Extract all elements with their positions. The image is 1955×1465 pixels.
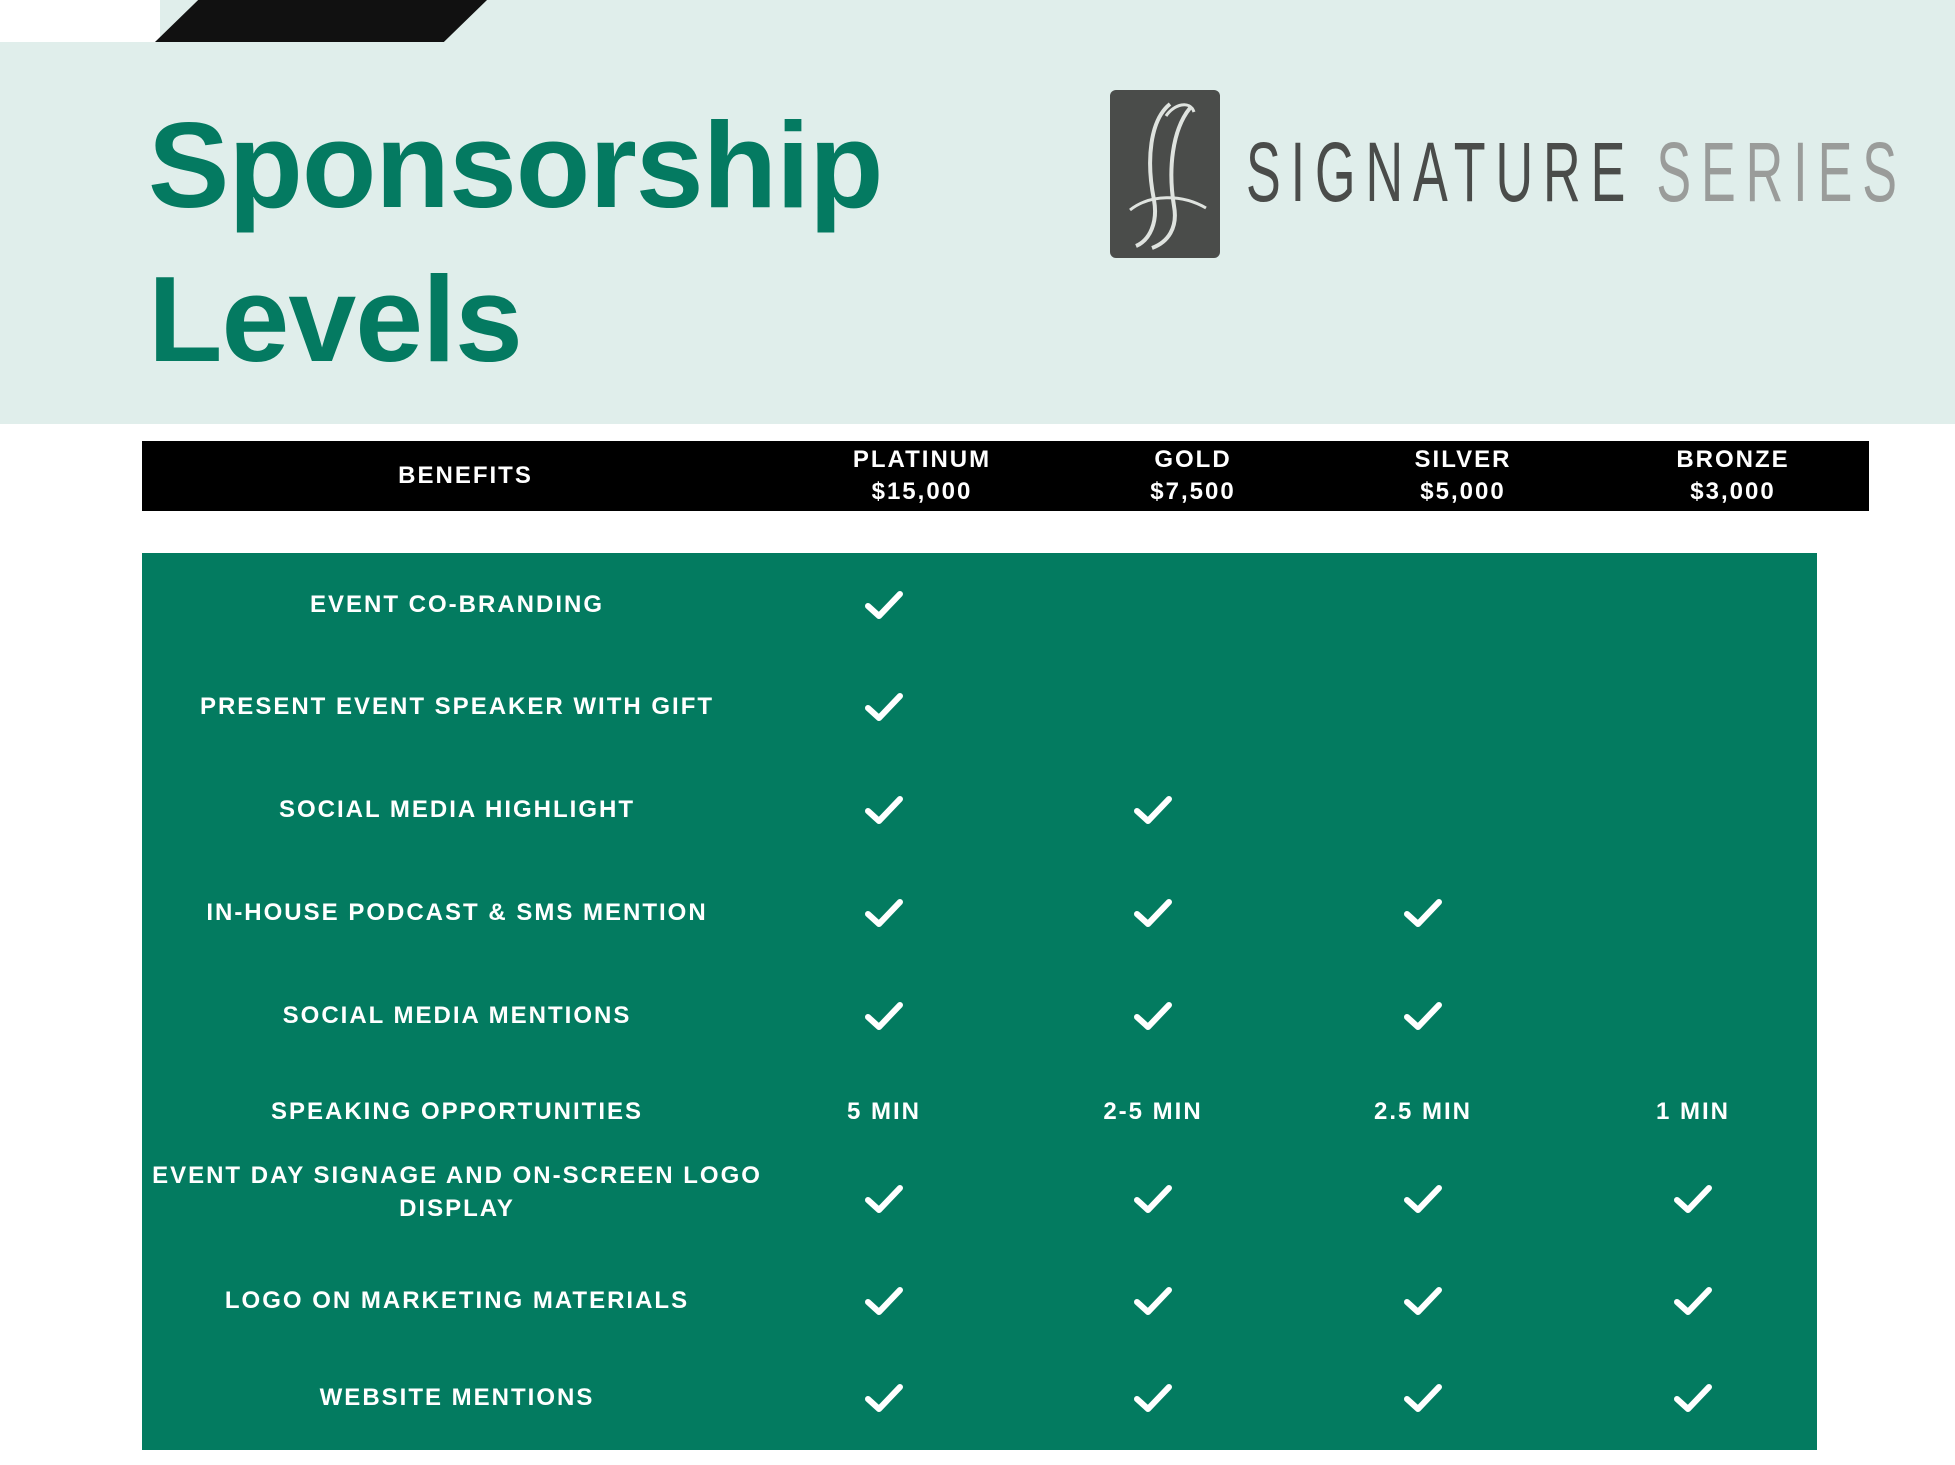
checkmark-icon xyxy=(1633,1279,1753,1323)
page-title-line-1: Sponsorship xyxy=(148,97,883,233)
benefit-label: SOCIAL MEDIA HIGHLIGHT xyxy=(279,796,635,823)
signature-monogram-icon xyxy=(1110,90,1220,258)
column-price: $3,000 xyxy=(1690,478,1776,505)
cell-value: 5 MIN xyxy=(846,1098,921,1125)
column-price: $7,500 xyxy=(1150,478,1236,505)
decorative-slash xyxy=(155,0,487,42)
table-row xyxy=(142,1266,1817,1336)
benefit-label: LOGO ON MARKETING MATERIALS xyxy=(224,1287,690,1314)
header-corner xyxy=(0,0,160,42)
checkmark-icon xyxy=(1363,994,1483,1038)
checkmark-icon xyxy=(824,788,944,832)
table-row xyxy=(142,570,1817,640)
table-row xyxy=(142,672,1817,742)
benefit-label: EVENT CO-BRANDING xyxy=(309,591,604,618)
table-row xyxy=(142,1077,1817,1147)
checkmark-icon xyxy=(1363,1376,1483,1420)
column-header-silver xyxy=(1363,441,1563,511)
column-name: SILVER xyxy=(1414,446,1512,473)
checkmark-icon xyxy=(824,685,944,729)
column-header-bronze xyxy=(1633,441,1833,511)
checkmark-icon xyxy=(1093,891,1213,935)
benefits-table xyxy=(142,553,1817,1450)
table-row xyxy=(142,775,1817,845)
benefit-label: SOCIAL MEDIA MENTIONS xyxy=(282,1002,632,1029)
brand-word-signature: SIGNATURE xyxy=(1246,125,1636,219)
cell-value: 2.5 MIN xyxy=(1373,1098,1473,1125)
column-name: GOLD xyxy=(1154,446,1232,473)
cell-value: 2-5 MIN xyxy=(1103,1098,1203,1125)
column-price: $15,000 xyxy=(871,478,973,505)
column-name: BENEFITS xyxy=(398,462,533,489)
column-header-gold xyxy=(1093,441,1293,511)
checkmark-icon xyxy=(1633,1177,1753,1221)
cell-value: 1 MIN xyxy=(1655,1098,1730,1125)
column-name: BRONZE xyxy=(1676,446,1790,473)
checkmark-icon xyxy=(824,1279,944,1323)
checkmark-icon xyxy=(824,1177,944,1221)
table-row xyxy=(142,981,1817,1051)
checkmark-icon xyxy=(1363,891,1483,935)
column-name: PLATINUM xyxy=(852,446,992,473)
benefit-label: IN-HOUSE PODCAST & SMS MENTION xyxy=(206,899,708,926)
checkmark-icon xyxy=(824,1376,944,1420)
checkmark-icon xyxy=(1093,1177,1213,1221)
checkmark-icon xyxy=(1363,1279,1483,1323)
checkmark-icon xyxy=(1633,1376,1753,1420)
checkmark-icon xyxy=(824,994,944,1038)
benefit-label: EVENT DAY SIGNAGE AND ON-SCREEN LOGO DISPLAY xyxy=(152,1162,762,1222)
column-header-platinum xyxy=(822,441,1022,511)
column-header-benefits xyxy=(142,441,789,511)
checkmark-icon xyxy=(1093,788,1213,832)
checkmark-icon xyxy=(824,891,944,935)
column-price: $5,000 xyxy=(1420,478,1506,505)
checkmark-icon xyxy=(824,583,944,627)
checkmark-icon xyxy=(1093,994,1213,1038)
checkmark-icon xyxy=(1093,1376,1213,1420)
benefit-label: PRESENT EVENT SPEAKER WITH GIFT xyxy=(199,693,715,720)
checkmark-icon xyxy=(1363,1177,1483,1221)
brand-wordmark xyxy=(1246,125,1907,219)
page-title-line-2: Levels xyxy=(148,251,522,387)
benefit-label: WEBSITE MENTIONS xyxy=(319,1384,595,1411)
benefit-label: SPEAKING OPPORTUNITIES xyxy=(270,1098,644,1125)
checkmark-icon xyxy=(1093,1279,1213,1323)
table-row xyxy=(142,878,1817,948)
table-header xyxy=(142,441,1869,511)
page-title xyxy=(148,88,883,396)
brand-word-series: SERIES xyxy=(1656,125,1907,219)
table-row xyxy=(142,1155,1817,1243)
table-row xyxy=(142,1363,1817,1433)
